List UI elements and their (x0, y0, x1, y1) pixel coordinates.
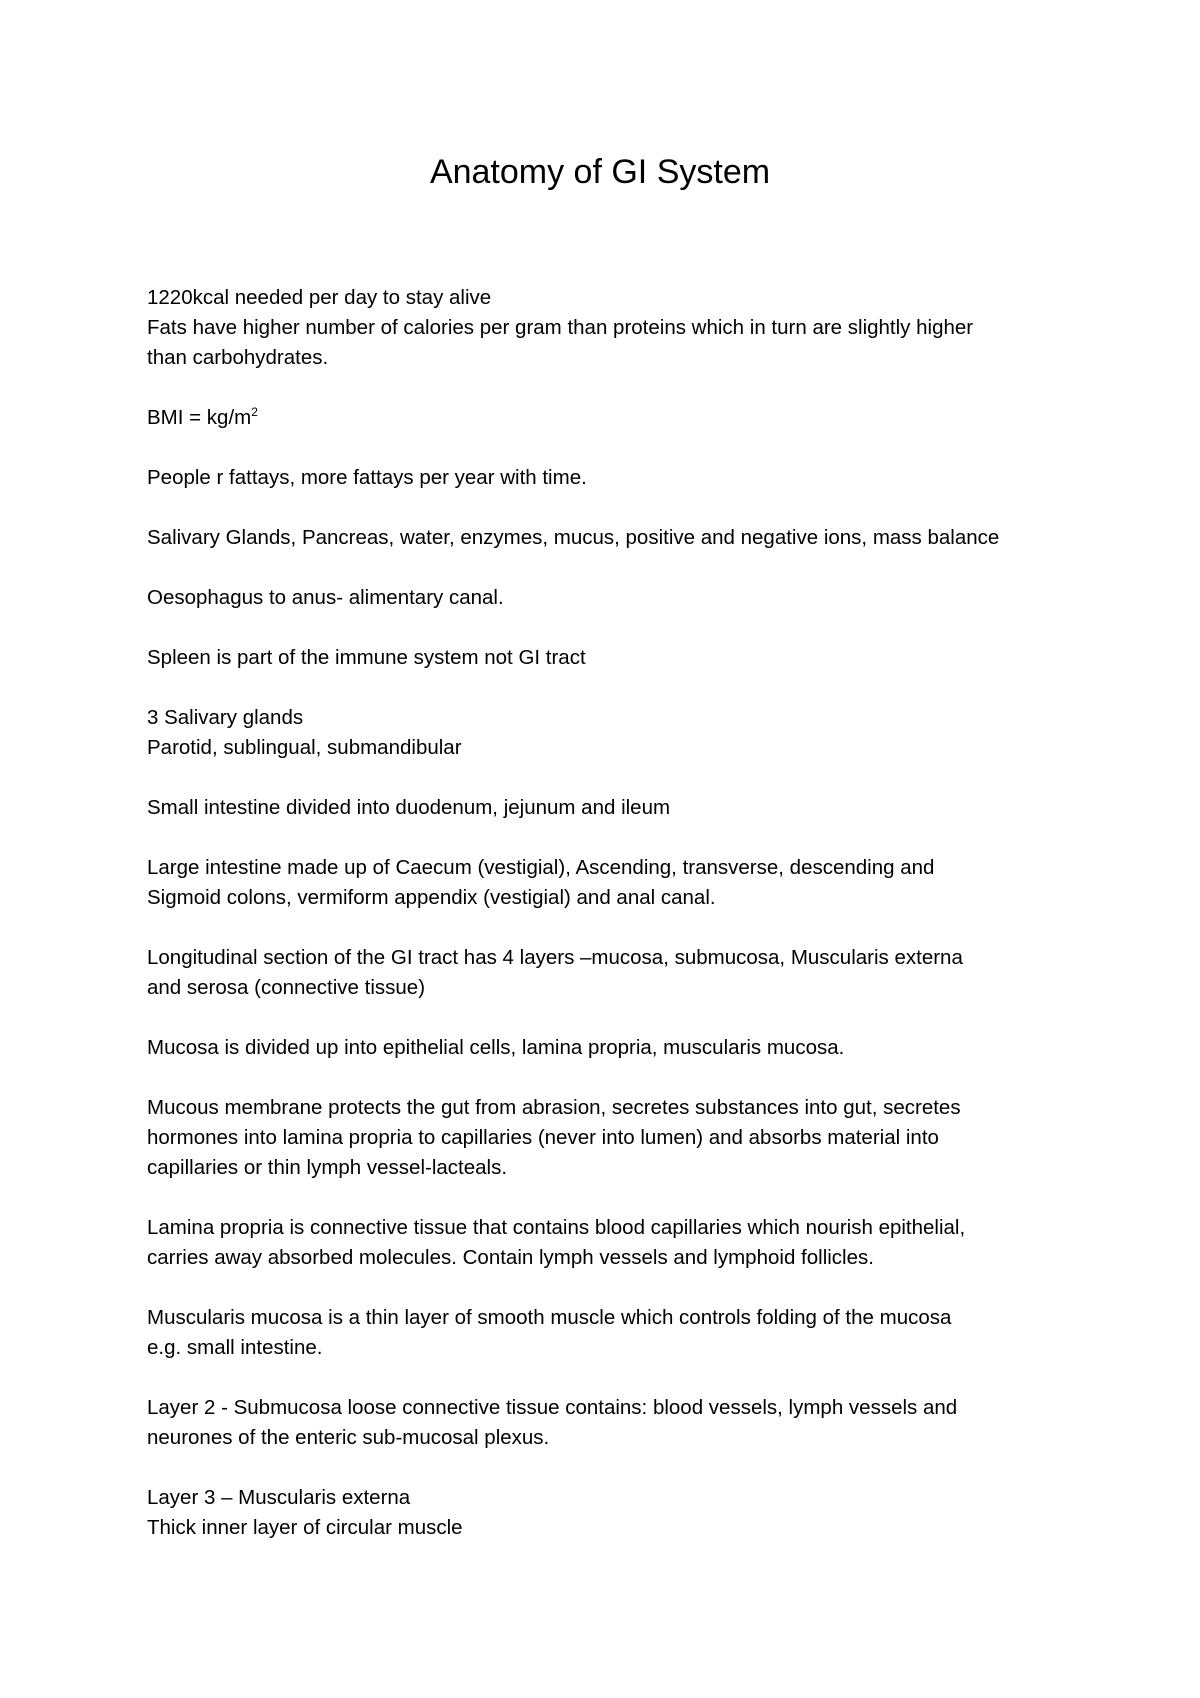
paragraph (147, 463, 1067, 493)
text-line: capillaries or thin lymph vessel-lacteals. (147, 1156, 508, 1179)
text-line: Layer 3 – Muscularis externa (147, 1486, 411, 1509)
paragraph (147, 523, 1067, 553)
document-body (147, 283, 1067, 1573)
text-line: Large intestine made up of Caecum (vestigial), Ascending, transverse, descending and (147, 856, 935, 879)
paragraph (147, 1393, 1067, 1453)
text-line: People r fattays, more fattays per year with time. (147, 466, 587, 489)
paragraph (147, 853, 1067, 913)
text-line: Longitudinal section of the GI tract has 4 layers –mucosa, submucosa, Muscularis externa (147, 946, 963, 969)
text-line: Salivary Glands, Pancreas, water, enzymes, mucus, positive and negative ions, mass balance (147, 526, 1000, 549)
document-title: Anatomy of GI System (429, 153, 771, 191)
paragraph (147, 643, 1067, 673)
paragraph (147, 283, 1067, 373)
paragraph (147, 1213, 1067, 1273)
text-line: Spleen is part of the immune system not GI tract (147, 646, 586, 669)
text-line: Oesophagus to anus- alimentary canal. (147, 586, 504, 609)
paragraph (147, 1303, 1067, 1363)
text-line: Lamina propria is connective tissue that contains blood capillaries which nourish epithelial, (147, 1216, 966, 1239)
text-line: hormones into lamina propria to capillaries (never into lumen) and absorbs material into (147, 1126, 939, 1149)
text-line: Mucosa is divided up into epithelial cells, lamina propria, muscularis mucosa. (147, 1036, 845, 1059)
text-line: Muscularis mucosa is a thin layer of smooth muscle which controls folding of the mucosa (147, 1306, 952, 1329)
paragraph (147, 1033, 1067, 1063)
text-line: neurones of the enteric sub-mucosal plexus. (147, 1426, 550, 1449)
text-line: Mucous membrane protects the gut from abrasion, secretes substances into gut, secretes (147, 1096, 961, 1119)
text-line: Parotid, sublingual, submandibular (147, 736, 462, 759)
text-line: e.g. small intestine. (147, 1336, 323, 1359)
text-line: Small intestine divided into duodenum, jejunum and ileum (147, 796, 671, 819)
text-line: 1220kcal needed per day to stay alive (147, 286, 492, 309)
text-line: Thick inner layer of circular muscle (147, 1516, 463, 1539)
text-line: 3 Salivary glands (147, 706, 304, 729)
text-line: BMI = $kg/m^2$ (147, 405, 258, 429)
paragraph (147, 943, 1067, 1003)
text-line: carries away absorbed molecules. Contain lymph vessels and lymphoid follicles. (147, 1246, 874, 1269)
text-line: Sigmoid colons, vermiform appendix (vestigial) and anal canal. (147, 886, 716, 909)
paragraph (147, 583, 1067, 613)
text-line: Layer 2 - Submucosa loose connective tissue contains: blood vessels, lymph vessels and (147, 1396, 958, 1419)
text-line: than carbohydrates. (147, 346, 329, 369)
paragraph (147, 1483, 1067, 1543)
paragraph (147, 403, 1067, 433)
text-line: and serosa (connective tissue) (147, 976, 426, 999)
paragraph (147, 703, 1067, 763)
paragraph (147, 793, 1067, 823)
paragraph (147, 1093, 1067, 1183)
superscript: 2 (251, 405, 258, 420)
text-line: Fats have higher number of calories per gram than proteins which in turn are slightly higher (147, 316, 974, 339)
